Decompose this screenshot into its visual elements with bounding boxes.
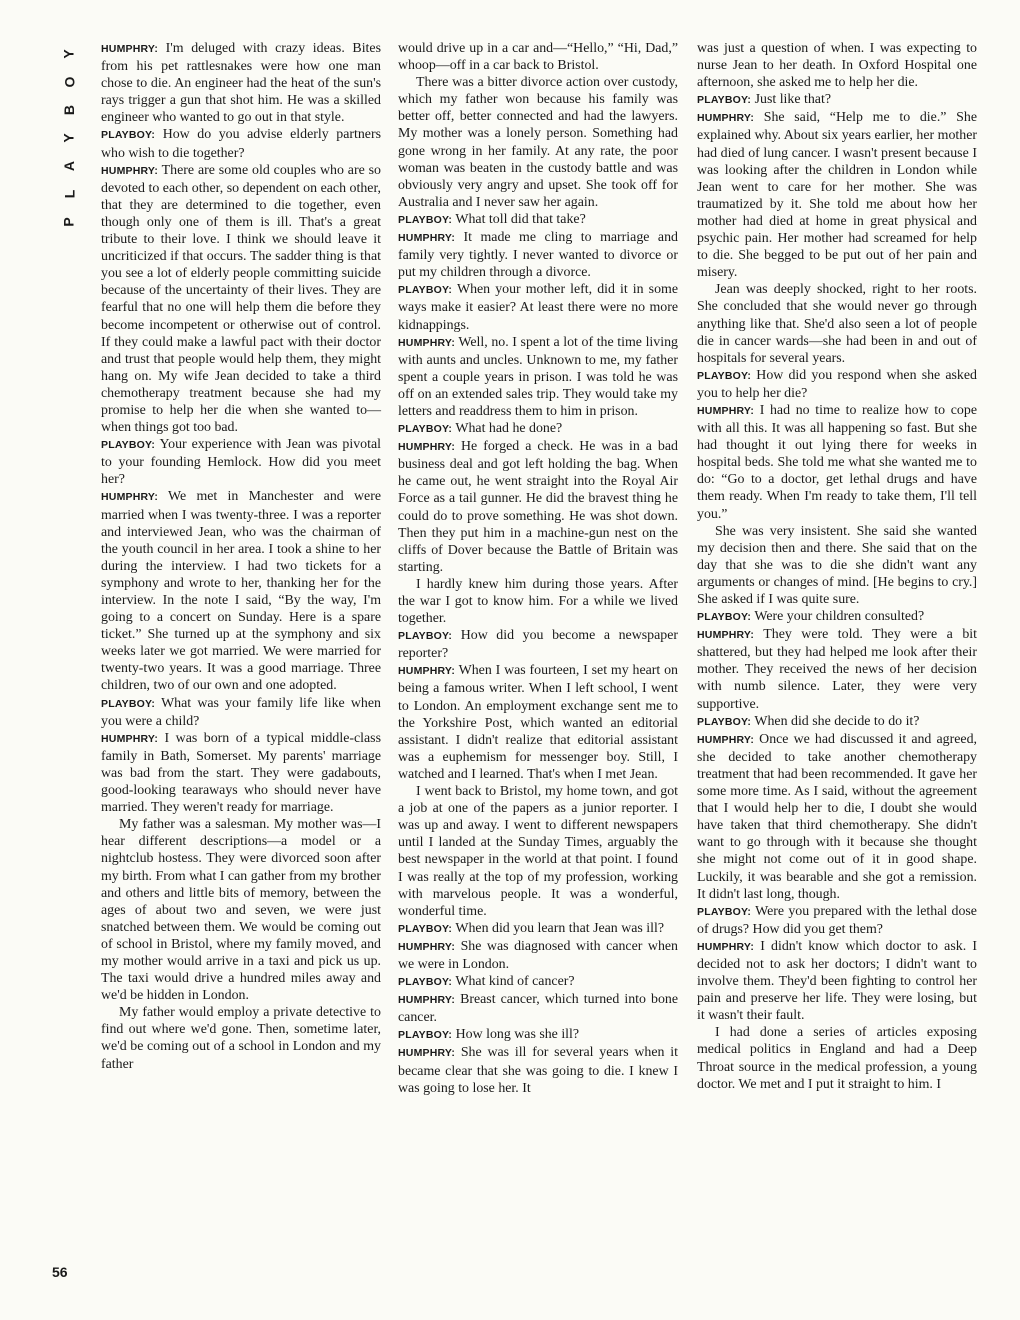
paragraph-text: When did she decide to do it? (754, 713, 920, 729)
paragraph-text: I had no time to realize how to cope with all this. It was all happening so fast. But she had thought it out lying there for weeks in hospital beds. She told me what she wanted me to do: “Go to a doctor, get lethal drugs and have them ready. When I'm ready to take them, I'll tell you.” (697, 402, 977, 522)
paragraph-text: They were told. They were a bit shattered, but they had helped me look after their mother. They received the news of her decision with numb silence. Later, they were very supportive. (697, 627, 977, 712)
body-paragraph (697, 281, 977, 366)
interview-paragraph (398, 229, 678, 281)
body-paragraph (398, 576, 678, 627)
interview-paragraph (697, 402, 977, 523)
paragraph-text: I had done a series of articles exposing medical politics in England and had a Deep Throat source in the medical profession, a young doctor. We met and I put it straight to him. I (697, 1025, 977, 1092)
speaker-label: HUMPHRY: (398, 232, 456, 245)
speaker-label: HUMPHRY: (101, 164, 159, 177)
paragraph-text: She was ill for several years when it became clear that she was going to die. I knew I was going to lose her. It (398, 1045, 678, 1096)
text-column-1 (101, 40, 381, 1073)
interview-paragraph (398, 662, 678, 783)
speaker-label: HUMPHRY: (398, 336, 456, 349)
magazine-letter: A (61, 160, 77, 172)
interview-paragraph (398, 438, 678, 576)
magazine-letter: Y (61, 49, 77, 59)
paragraph-text: It made me cling to marriage and family very tightly. I never wanted to divorce or put my children through a divorce. (398, 230, 678, 281)
body-paragraph (101, 1004, 381, 1072)
magazine-name-vertical (58, 40, 80, 236)
interview-paragraph (697, 109, 977, 281)
paragraph-text: Once we had discussed it and agreed, she decided to take another chemotherapy treatment that had been recommended. It gave her some more time. As I said, without the agreement that I would help her to die, I doubt she would have taken that third chemotherapy. She didn't want to go through with it because she thought she might not come out of it in good shape. Luckily, it was bearable and she got a remission. It didn't last long, though. (697, 731, 977, 902)
paragraph-text: Were your children consulted? (754, 609, 925, 625)
paragraph-text: What toll did that take? (455, 211, 586, 227)
speaker-label: PLAYBOY: (101, 129, 156, 142)
interview-paragraph (697, 903, 977, 938)
magazine-letter: O (60, 76, 77, 88)
body-paragraph (697, 523, 977, 608)
paragraph-text: I hardly knew him during those years. After the war I got to know him. For a while we lived together. (398, 576, 678, 627)
paragraph-text: was just a question of when. I was expecting to nurse Jean to her death. In Oxford Hospital one afternoon, she asked me to help her die. (697, 41, 977, 91)
speaker-label: HUMPHRY: (101, 732, 159, 745)
speaker-label: HUMPHRY: (398, 665, 456, 678)
paragraph-text: When your mother left, did it in some ways make it easier? At least there were no more kidnappings. (398, 282, 678, 333)
interview-paragraph (398, 973, 678, 991)
speaker-label: PLAYBOY: (697, 715, 752, 728)
page-number: 56 (52, 1264, 68, 1280)
speaker-label: HUMPHRY: (398, 441, 456, 454)
interview-paragraph (101, 40, 381, 126)
paragraph-text: Jean was deeply shocked, right to her roots. She concluded that she would never go through anything like that. She'd also seen a lot of people die in cancer wards—she had been in and out of hospitals for several years. (697, 282, 977, 366)
paragraph-text: We met in Manchester and were married when I was twenty-three. I was a reporter and interviewed Jean, who was the chairman of the youth council in her area. I took a shine to her during the interview. I had two tickets for a symphony and wrote to her, thanking her for the interview. In the note I said, “By the way, I'm going to a concert on Sunday. Here is a spare ticket.” She turned up at the symphony and six weeks later we got married. We were married for twenty-two years. It was a good marriage. Three children, two of our own and one adopted. (101, 489, 381, 694)
speaker-label: PLAYBOY: (398, 630, 453, 643)
speaker-label: HUMPHRY: (101, 491, 159, 504)
speaker-label: HUMPHRY: (101, 43, 159, 55)
paragraph-text: She was diagnosed with cancer when we were in London. (398, 938, 679, 972)
speaker-label: PLAYBOY: (398, 1029, 453, 1042)
interview-paragraph (101, 695, 381, 730)
magazine-letter: P (61, 217, 77, 227)
speaker-label: PLAYBOY: (697, 94, 752, 107)
paragraph-text: When I was fourteen, I set my heart on being a famous writer. When I left school, I went to London. An employment exchange sent me to the Yorkshire Post, which wanted an editorial assistant. I didn't realize that editorial assistant was a euphemism for messenger boy. Still, I watched and I learned. That's when I met Jean. (398, 663, 678, 782)
interview-paragraph (697, 731, 977, 903)
speaker-label: HUMPHRY: (697, 940, 755, 953)
paragraph-text: would drive up in a car and—“Hello,” “Hi, Dad,” whoop—off in a car back to Bristol. (398, 41, 678, 74)
interview-paragraph (697, 367, 977, 402)
interview-paragraph (398, 281, 678, 333)
magazine-letter: L (61, 189, 77, 199)
speaker-label: HUMPHRY: (398, 994, 456, 1007)
paragraph-text: There was a bitter divorce action over custody, which my father won because his family was better off, better connected and had the lawyers. My mother was a lonely person. Something had gone wrong in her family. At any rate, the poor woman was beaten in the custody battle and was obviously very angry and upset. She took off for Australia and I never saw her again. (398, 75, 678, 210)
speaker-label: PLAYBOY: (697, 369, 752, 382)
paragraph-text: I didn't know which doctor to ask. I decided not to ask her doctors; I didn't want to involve them. They'd been fighting to control her pain and preserve her life. They were losing, but it wasn't their fault. (697, 938, 977, 1024)
body-paragraph (697, 40, 977, 91)
speaker-label: HUMPHRY: (697, 112, 755, 125)
paragraph-text: She said, “Help me to die.” She explained why. About six years earlier, her mother had died of lung cancer. I wasn't present because I was looking after the children in London while Jean went to care for her mother. She was traumatized by it. She told me about how her mother had died at home in great physical and psychic pain. Her mother had screamed for help to die. She begged to be put out of her pain and misery. (697, 110, 977, 281)
interview-paragraph (101, 436, 381, 488)
paragraph-text: What kind of cancer? (455, 974, 575, 990)
paragraph-text: There are some old couples who are so devoted to each other, so dependent on each other, that they are determined to die together, even though only one of them is ill. That's a great tribute to their love. I think we should leave it uncriticized if that occurs. The sadder thing is that you see a lot of elderly people committing suicide because of the uncertainty of their lives. They are fearful that no one will help them die before they become incompetent or otherwise out of control. If they could make a lawful pact with their doctor and trust that people would help them, they might hang on. My wife Jean decided to take a third chemotherapy treatment because she had my promise to help her die when she wanted to—when things got too bad. (101, 162, 381, 436)
paragraph-text: Just like that? (754, 92, 831, 108)
speaker-label: HUMPHRY: (697, 629, 755, 642)
paragraph-text: My father would employ a private detective to find out where we'd gone. Then, sometime later, we'd be coming out of a school in London and my father (101, 1005, 381, 1072)
interview-paragraph (697, 626, 977, 712)
interview-paragraph (398, 1044, 678, 1096)
speaker-label: PLAYBOY: (697, 905, 752, 918)
interview-paragraph (697, 938, 977, 1024)
interview-paragraph (398, 211, 678, 229)
interview-paragraph (398, 991, 678, 1026)
interview-paragraph (398, 1026, 678, 1044)
paragraph-text: She was very insistent. She said she wanted my decision then and there. She said that on the day that she was to die she didn't want any arguments or changes of mind. [He begins to cry.] She asked if I was quite sure. (697, 523, 977, 607)
body-paragraph (398, 40, 678, 74)
paragraph-text: My father was a salesman. My mother was—I hear different descriptions—a model or a nightclub hostess. They were divorced soon after my birth. From what I can gather from my brother and others and little bits of memory, between the ages of about two and seven, we were just snatched between them. We would be coming out of school in Bristol, where my family moved, and my mother would arrive in a taxi and pick us up. The taxi would drive a hundred miles away and we'd be hidden in London. (101, 817, 381, 1004)
interview-paragraph (101, 126, 381, 161)
paragraph-text: Well, no. I spent a lot of the time living with aunts and uncles. Unknown to me, my father spent a couple years in prison. I was told he was off on an extended sales trip. They would take my letters and readdress them to him in prison. (398, 334, 678, 419)
interview-paragraph (101, 488, 381, 694)
body-paragraph (398, 74, 678, 211)
interview-paragraph (398, 334, 678, 420)
speaker-label: PLAYBOY: (398, 976, 453, 989)
interview-paragraph (697, 608, 977, 626)
magazine-letter: Y (61, 133, 77, 143)
interview-paragraph (101, 162, 381, 437)
speaker-label: HUMPHRY: (697, 404, 755, 417)
paragraph-text: How long was she ill? (455, 1027, 580, 1043)
interview-paragraph (398, 920, 678, 938)
paragraph-text: When did you learn that Jean was ill? (455, 920, 665, 936)
speaker-label: PLAYBOY: (697, 611, 752, 624)
speaker-label: PLAYBOY: (398, 423, 453, 436)
body-paragraph (398, 783, 678, 920)
paragraph-text: I was born of a typical middle-class family in Bath, Somerset. My parents' marriage was bad from the start. They were gadabouts, good-looking tearaways who should never have married. They weren't ready for marriage. (101, 730, 381, 816)
speaker-label: PLAYBOY: (398, 213, 453, 226)
speaker-label: HUMPHRY: (398, 1047, 456, 1060)
text-column-3 (697, 40, 977, 1093)
interview-paragraph (697, 91, 977, 109)
paragraph-text: How do you advise elderly partners who wish to die together? (101, 127, 381, 161)
paragraph-text: Were you prepared with the lethal dose of drugs? How did you get them? (697, 903, 977, 937)
paragraph-text: I'm deluged with crazy ideas. Bites from his pet rattlesnakes were how one man chose to die. An engineer had the heat of the sun's rays trigger a gun that shot him. He was a skilled engineer who wanted to go out in that style. (101, 41, 381, 126)
paragraph-text: Breast cancer, which turned into bone cancer. (398, 992, 678, 1026)
interview-paragraph (398, 938, 678, 973)
speaker-label: PLAYBOY: (398, 922, 453, 935)
paragraph-text: I went back to Bristol, my home town, and got a job at one of the papers as a junior reporter. I was up and away. I went to different newspapers until I landed at the Sunday Times, arguably the best newspaper in the world at that point. I found I was really at the top of my profession, working with marvelous people. It was a wonderful, wonderful time. (398, 784, 678, 919)
text-column-2 (398, 40, 678, 1097)
paragraph-text: What was your family life like when you were a child? (101, 695, 381, 729)
speaker-label: HUMPHRY: (697, 733, 755, 746)
interview-paragraph (101, 730, 381, 816)
speaker-label: PLAYBOY: (101, 697, 156, 710)
magazine-letter: B (61, 104, 77, 116)
body-paragraph (697, 1024, 977, 1092)
body-paragraph (101, 816, 381, 1004)
interview-paragraph (398, 420, 678, 438)
interview-paragraph (697, 713, 977, 731)
paragraph-text: Your experience with Jean was pivotal to your founding Hemlock. How did you meet her? (101, 437, 381, 488)
speaker-label: HUMPHRY: (398, 940, 456, 953)
paragraph-text: How did you become a newspaper reporter? (398, 628, 678, 662)
paragraph-text: What had he done? (455, 421, 563, 437)
speaker-label: PLAYBOY: (398, 284, 453, 297)
interview-paragraph (398, 627, 678, 662)
speaker-label: PLAYBOY: (101, 439, 156, 452)
paragraph-text: He forged a check. He was in a bad business deal and got left holding the bag. When he came out, he went straight into the Royal Air Force as a tail gunner. He did the bravest thing he could do to prove something. He was shot down. Then they put him in a machine-gun nest on the cliffs of Dover because the Battle of Britain was starting. (398, 439, 678, 575)
paragraph-text: How did you respond when she asked you to help her die? (697, 367, 977, 401)
